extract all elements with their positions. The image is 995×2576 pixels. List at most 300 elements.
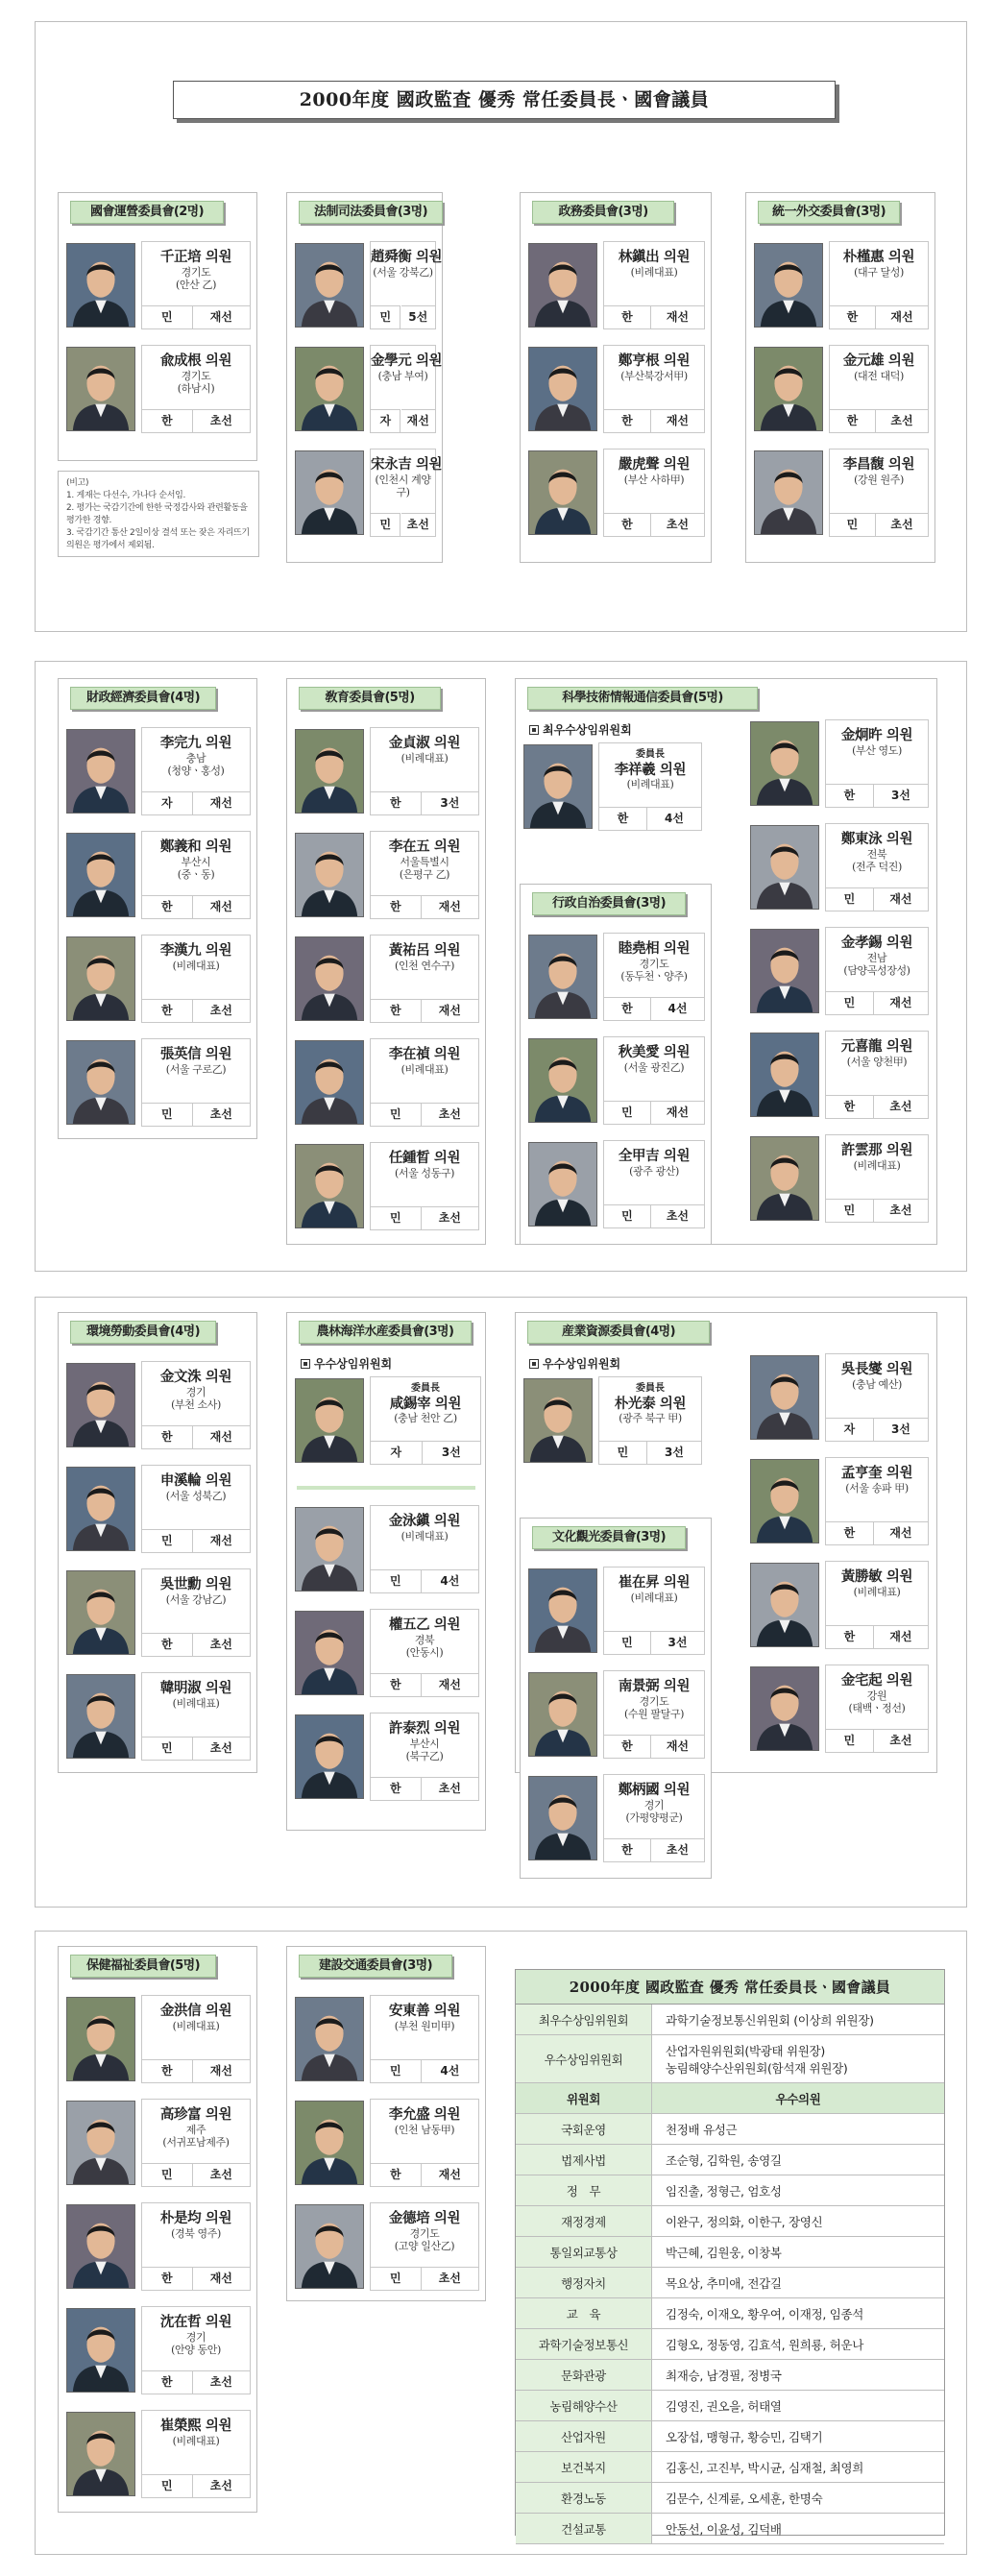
summary-label: 건설교통 [516, 2514, 652, 2543]
member-region: (비례대표) [626, 778, 674, 790]
member-region: (비례대표) [172, 2020, 220, 2032]
member-party: 한 [604, 1838, 651, 1861]
summary-value [652, 2360, 944, 2390]
member-party: 한 [826, 1625, 874, 1648]
member-photo [295, 347, 364, 431]
summary-value-line: 김문수, 신계륜, 오세훈, 한명숙 [666, 2491, 823, 2506]
member-photo [295, 1611, 364, 1695]
member-photo [754, 243, 823, 328]
member-card [287, 1709, 485, 1807]
committee-title: 保健福祉委員會(5명) [70, 1955, 216, 1978]
member-terms: 재선 [422, 999, 478, 1022]
member-party: 한 [142, 999, 193, 1022]
member-name: 金泳鎭 의원 [388, 1513, 461, 1529]
member-photo [66, 936, 135, 1021]
member-card [59, 341, 256, 439]
member-region: 서울특별시 (은평구 乙) [399, 856, 450, 881]
member-terms: 초선 [422, 1206, 478, 1229]
best-committee-label [301, 1355, 392, 1372]
member-name: 李昌馥 의원 [842, 456, 915, 473]
member-name: 金學元 의원 [371, 352, 443, 369]
member-photo [528, 1672, 597, 1757]
member-info [141, 2202, 251, 2291]
summary-value-line: 산업자원위원회(박광태 위원장) [666, 2043, 825, 2058]
member-name: 金孝錫 의원 [840, 935, 913, 951]
member-card [742, 1349, 934, 1447]
member-party: 민 [604, 1631, 651, 1654]
member-party: 민 [142, 2474, 193, 2497]
member-party: 민 [826, 1199, 874, 1222]
member-name: 吳世勳 의원 [159, 1576, 232, 1592]
chair-label: 委員長 [411, 1383, 440, 1394]
member-party: 민 [142, 1103, 193, 1126]
member-card [59, 1991, 256, 2089]
member-region: (대전 대덕) [854, 370, 904, 382]
member-column [742, 679, 934, 1244]
member-card [742, 1557, 934, 1655]
member-card [521, 1666, 711, 1764]
chair-box [516, 739, 708, 838]
member-name: 趙舜衡 의원 [371, 249, 443, 265]
member-card [742, 1661, 934, 1759]
member-card [287, 2199, 485, 2297]
summary-value-line: 김정숙, 이재오, 황우여, 이재정, 임종석 [666, 2306, 864, 2321]
member-region: (부산북강서甲) [620, 370, 688, 382]
member-terms: 재선 [193, 2059, 250, 2082]
summary-value-line: 조순형, 김학원, 송영길 [666, 2152, 782, 2168]
member-region: 경기도 (수원 팔달구) [623, 1695, 684, 1720]
committee-panel-jeongmu [520, 192, 712, 563]
member-region: (충남 예산) [852, 1378, 902, 1391]
square-bullet-icon [301, 1359, 310, 1369]
member-name: 秋美愛 의원 [618, 1044, 691, 1060]
member-info [829, 345, 929, 433]
member-info [141, 1361, 251, 1449]
member-card [287, 1034, 485, 1132]
member-terms: 초선 [876, 513, 928, 536]
summary-value-line: 농림해양수산위원회(함석재 위원장) [666, 2060, 848, 2076]
member-photo [66, 243, 135, 328]
member-info [370, 1713, 479, 1801]
member-party: 민 [604, 1101, 651, 1124]
member-name: 黃祐呂 의원 [388, 942, 461, 959]
member-region: (비례대표) [172, 1697, 220, 1710]
summary-label: 위원회 [516, 2083, 652, 2113]
member-party: 한 [142, 1633, 193, 1656]
summary-row [516, 2391, 944, 2421]
committee-panel-haengja [520, 884, 712, 1245]
member-info [370, 345, 443, 433]
member-party: 한 [604, 513, 651, 536]
member-name: 李允盛 의원 [388, 2106, 461, 2123]
summary-value-line: 김영진, 권오을, 허태열 [666, 2398, 782, 2414]
member-region: 경기 (가평양평군) [625, 1799, 683, 1824]
member-name: 許雲那 의원 [840, 1142, 913, 1158]
member-name: 金洪信 의원 [159, 2003, 232, 2019]
member-info [825, 823, 929, 911]
summary-value-line: 김홍신, 고진부, 박시균, 심재철, 최영희 [666, 2460, 864, 2475]
member-card [59, 1357, 256, 1455]
summary-value [652, 2206, 944, 2236]
summary-row [516, 2268, 944, 2298]
summary-label: 통일외교통상 [516, 2237, 652, 2267]
member-party: 민 [371, 513, 400, 536]
member-region: (서울 성북乙) [165, 1490, 227, 1502]
member-party: 한 [830, 305, 876, 328]
member-region: (인천 남동甲) [394, 2124, 455, 2136]
member-terms: 초선 [422, 1777, 478, 1800]
member-info [825, 1665, 929, 1753]
member-terms: 초선 [651, 1204, 704, 1227]
member-party: 민 [371, 1103, 422, 1126]
member-info [370, 831, 479, 919]
member-photo [528, 450, 597, 535]
member-name: 金德培 의원 [388, 2210, 461, 2226]
member-party: 한 [826, 784, 874, 807]
member-info [825, 1561, 929, 1649]
member-card [521, 1136, 711, 1234]
summary-value-line: 안동선, 이윤성, 김덕배 [666, 2521, 782, 2537]
member-card [59, 2199, 256, 2297]
summary-value-line: 최재승, 남경필, 정병국 [666, 2368, 782, 2383]
summary-label: 재정경제 [516, 2206, 652, 2236]
summary-row [516, 2421, 944, 2452]
member-info [825, 927, 929, 1015]
member-name: 金炯旿 의원 [840, 727, 913, 743]
member-name: 李在五 의원 [388, 838, 461, 855]
member-terms: 재선 [422, 895, 478, 918]
member-info [370, 935, 479, 1023]
member-card [287, 1501, 485, 1599]
member-info [370, 2099, 479, 2187]
member-info [141, 2410, 251, 2498]
chair-card [287, 1373, 487, 1470]
member-info [141, 2306, 251, 2394]
member-region: 경기 (안양 동안) [171, 2331, 221, 2356]
summary-value [652, 2005, 944, 2034]
member-photo [295, 2204, 364, 2289]
member-region: (충남 부여) [377, 370, 428, 382]
member-terms: 초선 [874, 1199, 928, 1222]
member-photo [295, 1997, 364, 2081]
member-photo [750, 1666, 819, 1751]
summary-label: 행정자치 [516, 2268, 652, 2297]
chair-box [516, 1373, 708, 1472]
member-name: 任鍾晳 의원 [388, 1150, 461, 1166]
member-card [59, 1034, 256, 1132]
member-card [59, 931, 256, 1029]
member-photo [66, 729, 135, 814]
member-region: 경북 (안동시) [405, 1634, 444, 1659]
member-party: 한 [142, 2059, 193, 2082]
member-region: (대구 달성) [854, 266, 904, 279]
best-label-text: 우수상임위원회 [314, 1357, 393, 1371]
square-bullet-icon [529, 725, 539, 735]
member-photo [295, 833, 364, 917]
member-region: (부산 영도) [852, 744, 902, 757]
member-info [141, 1568, 251, 1657]
member-party: 한 [142, 2370, 193, 2394]
member-party: 한 [371, 791, 422, 814]
member-terms: 5선 [401, 305, 436, 328]
member-card [59, 827, 256, 925]
chair-label: 委員長 [636, 1383, 665, 1394]
member-party: 민 [604, 1204, 651, 1227]
committee-title: 國會運營委員會(2명) [70, 201, 224, 224]
member-party: 민 [142, 1737, 193, 1760]
member-terms: 재선 [651, 409, 704, 432]
member-info [370, 2202, 479, 2291]
member-name: 高珍富 의원 [159, 2106, 232, 2123]
committee-panel-jaejeong [58, 678, 257, 1139]
member-party: 한 [599, 807, 647, 830]
member-terms: 재선 [422, 2163, 478, 2186]
member-info [370, 449, 443, 537]
member-terms: 4선 [651, 997, 704, 1020]
summary-label: 교 육 [516, 2298, 652, 2328]
member-info [825, 1457, 929, 1545]
member-terms: 초선 [651, 513, 704, 536]
member-name: 李完九 의원 [159, 735, 232, 751]
member-photo [295, 1378, 364, 1463]
member-name: 朴槿惠 의원 [842, 249, 915, 265]
summary-value [652, 2298, 944, 2328]
member-photo [295, 1714, 364, 1799]
member-info [370, 1609, 479, 1697]
member-info [141, 831, 251, 919]
summary-row [516, 2206, 944, 2237]
member-info [603, 241, 705, 329]
summary-row [516, 2298, 944, 2329]
summary-row [516, 2514, 944, 2544]
member-terms: 재선 [651, 305, 704, 328]
member-name: 嚴虎聲 의원 [618, 456, 691, 473]
member-info [598, 742, 702, 831]
member-card [287, 445, 442, 543]
member-photo [528, 1776, 597, 1860]
summary-row [516, 2329, 944, 2360]
chair-box [287, 1373, 487, 1472]
member-region: (부산 사하甲) [623, 474, 685, 486]
summary-value [652, 2237, 944, 2267]
member-card [59, 237, 256, 335]
member-info [370, 727, 479, 815]
member-card [287, 237, 442, 335]
member-party: 한 [371, 2163, 422, 2186]
page-title: 2000年度 國政監査 優秀 常任委員長ㆍ國會議員 [173, 81, 836, 119]
member-card [742, 819, 934, 917]
member-region: (서울 광진乙) [623, 1061, 685, 1074]
summary-row [516, 2452, 944, 2483]
member-region: (충남 천안 乙) [394, 1412, 457, 1424]
summary-label: 보건복지 [516, 2452, 652, 2482]
member-card [521, 341, 711, 439]
member-card [521, 1033, 711, 1130]
member-info [825, 1031, 929, 1119]
member-terms: 재선 [401, 409, 436, 432]
member-card [287, 341, 442, 439]
member-card [287, 827, 485, 925]
committee-title: 建設交通委員會(3명) [299, 1955, 452, 1978]
member-party: 한 [142, 895, 193, 918]
member-photo [66, 1570, 135, 1655]
committee-panel-gyoyuk [286, 678, 486, 1245]
member-info [825, 1134, 929, 1223]
member-card [521, 1563, 711, 1661]
member-name: 林鎭出 의원 [618, 249, 691, 265]
member-region: (비례대표) [400, 1063, 449, 1076]
member-info [141, 1465, 251, 1553]
member-region: 경기도 (하남시) [177, 370, 215, 395]
chair-card [516, 739, 708, 837]
square-bullet-icon [529, 1359, 539, 1369]
member-photo [750, 1136, 819, 1221]
member-info [603, 449, 705, 537]
member-photo [528, 347, 597, 431]
member-info [603, 1774, 705, 1862]
member-photo [66, 1467, 135, 1551]
summary-value-line: 김형오, 정동영, 김효석, 원희룡, 허운나 [666, 2337, 864, 2352]
summary-value-line: 박근혜, 김원웅, 이창복 [666, 2245, 782, 2260]
member-info [141, 1995, 251, 2083]
member-photo [295, 1040, 364, 1125]
member-card [59, 2095, 256, 2193]
member-region: (비례대표) [172, 2435, 220, 2447]
chair-label: 委員長 [636, 749, 665, 760]
member-photo [750, 825, 819, 910]
member-name: 鄭亨根 의원 [618, 352, 691, 369]
summary-value [652, 2035, 944, 2082]
member-name: 安東善 의원 [388, 2003, 461, 2019]
member-photo [295, 936, 364, 1021]
member-region: 경기도 (고양 일산乙) [394, 2227, 455, 2252]
member-terms: 3선 [422, 791, 478, 814]
member-photo [66, 2101, 135, 2185]
member-column [742, 1313, 934, 1772]
summary-value [652, 2329, 944, 2359]
member-photo [66, 1040, 135, 1125]
member-terms: 재선 [193, 305, 250, 328]
member-info [370, 1142, 479, 1230]
member-party: 한 [604, 409, 651, 432]
member-region: (인천시 계양구) [375, 474, 431, 498]
member-region: 경기 (부천 소사) [171, 1386, 221, 1411]
member-photo [66, 1997, 135, 2081]
member-info [141, 935, 251, 1023]
member-photo [295, 729, 364, 814]
summary-label: 정 무 [516, 2175, 652, 2205]
member-info [370, 241, 443, 329]
committee-title: 農林海洋水産委員會(3명) [299, 1321, 472, 1344]
summary-value [652, 2452, 944, 2482]
member-photo [66, 1363, 135, 1447]
member-card [742, 1130, 934, 1228]
member-terms: 재선 [193, 2267, 250, 2290]
summary-value-line: 천정배 유성근 [666, 2122, 738, 2137]
member-card [746, 341, 934, 439]
member-terms: 재선 [874, 887, 928, 911]
member-party: 한 [604, 997, 651, 1020]
member-card [287, 2095, 485, 2193]
member-name: 鄭義和 의원 [159, 838, 232, 855]
member-region: (비례대표) [172, 960, 220, 972]
member-terms: 4선 [422, 1569, 478, 1592]
member-region: 경기도 (안산 乙) [176, 266, 216, 291]
summary-value [652, 2421, 944, 2451]
member-photo [66, 1674, 135, 1759]
member-name: 南景弼 의원 [618, 1678, 691, 1694]
member-party: 민 [371, 2059, 422, 2082]
committee-title: 政務委員會(3명) [532, 201, 674, 224]
member-terms: 초선 [422, 1103, 478, 1126]
committee-panel-nongrim [286, 1312, 486, 1831]
best-label-text: 최우수상임위원회 [543, 723, 632, 737]
member-photo [528, 935, 597, 1019]
member-photo [528, 1142, 597, 1227]
member-name: 鄭柄國 의원 [618, 1782, 691, 1798]
member-region: (서울 강남乙) [165, 1593, 227, 1606]
member-name: 千正培 의원 [159, 249, 232, 265]
member-party: 민 [830, 513, 876, 536]
member-name: 黃勝敏 의원 [840, 1568, 913, 1585]
member-photo [295, 2101, 364, 2185]
summary-row [516, 2035, 944, 2083]
member-party: 민 [599, 1441, 647, 1464]
member-terms: 초선 [193, 2370, 250, 2394]
member-name: 申溪輪 의원 [159, 1472, 232, 1489]
member-photo [66, 833, 135, 917]
best-committee-label [529, 1355, 620, 1372]
member-name: 金元雄 의원 [842, 352, 915, 369]
member-info [141, 2099, 251, 2187]
member-photo [295, 1507, 364, 1592]
member-region: (서울 송파 甲) [845, 1482, 909, 1495]
committee-panel-munhwa [520, 1518, 712, 1879]
member-name: 崔榮熙 의원 [159, 2418, 232, 2434]
member-info [603, 1567, 705, 1655]
committee-title: 行政自治委員會(3명) [532, 892, 686, 915]
member-terms: 재선 [874, 991, 928, 1014]
member-region: (비례대표) [400, 752, 449, 765]
member-name: 睦堯相 의원 [618, 940, 691, 957]
summary-label: 과학기술정보통신 [516, 2329, 652, 2359]
member-name: 朴光泰 의원 [614, 1396, 687, 1412]
member-party: 한 [371, 895, 422, 918]
member-info [141, 1038, 251, 1127]
member-terms: 재선 [193, 791, 250, 814]
member-name: 李祥羲 의원 [614, 762, 687, 778]
member-name: 李漢九 의원 [159, 942, 232, 959]
member-party: 한 [371, 999, 422, 1022]
member-region: (비례대표) [400, 1530, 449, 1543]
member-terms: 초선 [193, 1103, 250, 1126]
member-region: (서울 강북乙) [373, 266, 433, 279]
summary-value-line: 목요상, 추미애, 전갑길 [666, 2275, 782, 2291]
member-party: 한 [604, 1735, 651, 1758]
member-terms: 초선 [422, 2267, 478, 2290]
member-terms: 재선 [651, 1735, 704, 1758]
summary-value [652, 2114, 944, 2144]
summary-label: 농림해양수산 [516, 2391, 652, 2420]
member-region: (부천 원미甲) [394, 2020, 455, 2032]
member-card [287, 1991, 485, 2089]
member-info [370, 1038, 479, 1127]
member-region: (인천 연수구) [394, 960, 454, 972]
member-photo [66, 2412, 135, 2496]
member-party: 민 [142, 2163, 193, 2186]
member-terms: 초선 [401, 513, 436, 536]
member-region: (광주 광산) [629, 1165, 679, 1178]
